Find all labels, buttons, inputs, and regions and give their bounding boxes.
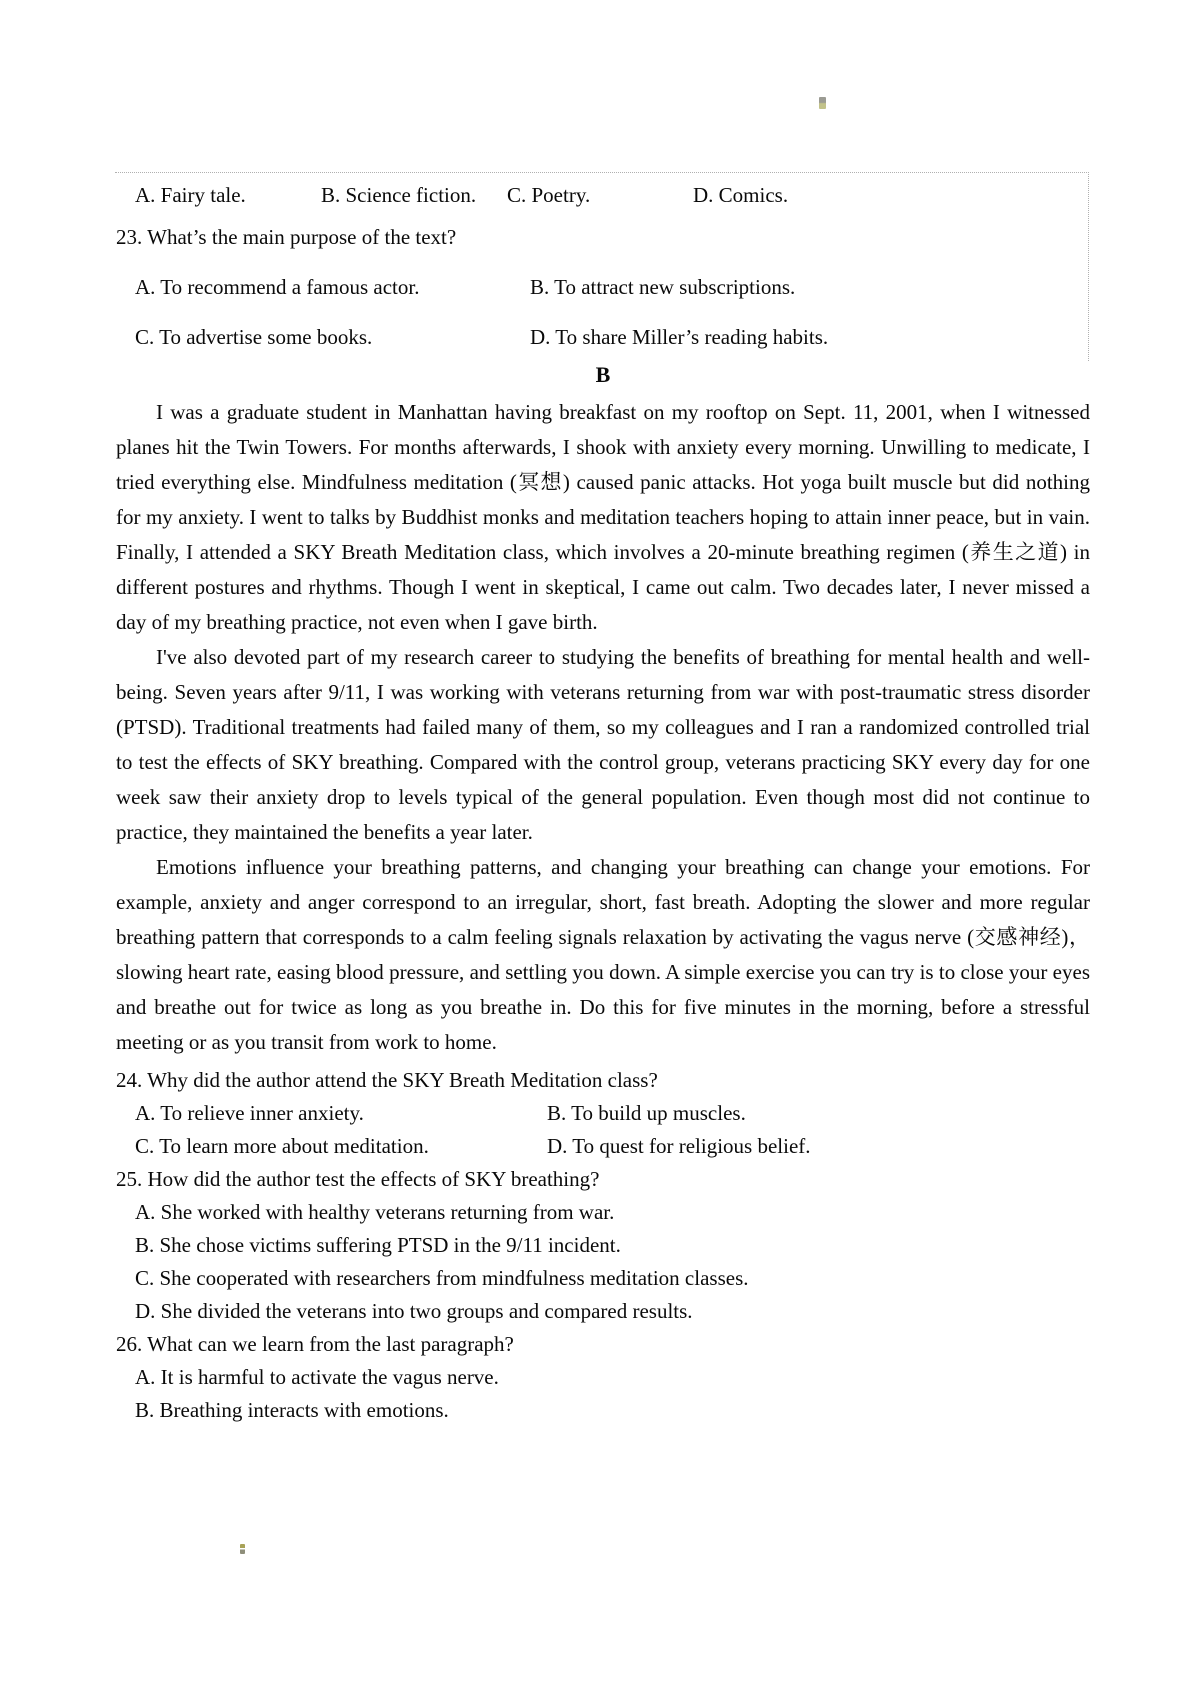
question-24-options-cd [116, 1130, 1090, 1163]
option-d: D. To share Miller’s reading habits. [530, 325, 829, 349]
question-23-stem: 23. What’s the main purpose of the text? [116, 225, 457, 249]
question-24-stem: 24. Why did the author attend the SKY Breath Meditation class? [116, 1068, 658, 1092]
option-a: A. To recommend a famous actor. [135, 275, 420, 299]
question-25-stem: 25. How did the author test the effects of SKY breathing? [116, 1167, 600, 1191]
option-b: B. To attract new subscriptions. [530, 275, 796, 299]
question-26-stem: 26. What can we learn from the last paragraph? [116, 1332, 514, 1356]
option-b: B. Breathing interacts with emotions. [135, 1398, 449, 1422]
questions-block [116, 1064, 1090, 1427]
passage-and-questions [116, 395, 1090, 1427]
passage-b-heading: B [595, 362, 611, 387]
option-c: C. To advertise some books. [135, 325, 373, 349]
passage-paragraph-1: I was a graduate student in Manhattan having breakfast on my rooftop on Sept. 11, 2001, when I witnessed planes hit the Twin Towers. For months afterwards, I shook with anxiety every morning. Unwilling to medicate, I tried everything else. Mindfulness meditation (冥想) caused panic attacks. Hot yoga built muscle but did nothing for my anxiety. I went to talks by Buddhist monks and meditation teachers hoping to attain inner peace, but in vain. Finally, I attended a SKY Breath Meditation class, which involves a 20-minute breathing regimen (养生之道) in different postures and rhythms. Though I went in skeptical, I came out calm. Two decades later, I never missed a day of my breathing practice, not even when I gave birth. [116, 400, 1090, 634]
option-b: B. Science fiction. [321, 183, 477, 207]
option-c: C. She cooperated with researchers from mindfulness meditation classes. [135, 1266, 749, 1290]
option-c: C. Poetry. [507, 183, 591, 207]
option-b: B. To build up muscles. [547, 1101, 746, 1125]
scan-speck-bottom [240, 1544, 245, 1554]
question-24-options-ab [116, 1097, 1090, 1130]
option-d: D. To quest for religious belief. [547, 1134, 811, 1158]
option-d: D. Comics. [693, 183, 789, 207]
option-a: A. Fairy tale. [135, 183, 246, 207]
question-23-options-cd [116, 322, 1109, 352]
option-c: C. To learn more about meditation. [135, 1134, 429, 1158]
option-d: D. She divided the veterans into two groups and compared results. [135, 1299, 693, 1323]
question-22-options-row [116, 180, 1109, 210]
option-a: A. To relieve inner anxiety. [135, 1101, 364, 1125]
option-a: A. It is harmful to activate the vagus nerve. [135, 1365, 499, 1389]
option-a: A. She worked with healthy veterans returning from war. [135, 1200, 615, 1224]
passage-paragraph-2: I've also devoted part of my research career to studying the benefits of breathing for mental health and well-being. Seven years after 9/11, I was working with veterans returning from war with post-traumatic stress disorder (PTSD). Traditional treatments had failed many of them, so my colleagues and I ran a randomized controlled trial to test the effects of SKY breathing. Compared with the control group, veterans practicing SKY every day for one week saw their anxiety drop to levels typical of the general population. Even though most did not continue to practice, they maintained the benefits a year later. [116, 645, 1090, 844]
option-b: B. She chose victims suffering PTSD in the 9/11 incident. [135, 1233, 621, 1257]
scan-speck-top [819, 97, 826, 109]
passage-paragraph-3: Emotions influence your breathing patterns, and changing your breathing can change your emotions. For example, anxiety and anger correspond to an irregular, short, fast breath. Adopting the slower and more regular breathing pattern that corresponds to a calm feeling signals relaxation by activating the vagus nerve (交感神经)，slowing heart rate, easing blood pressure, and settling you down. A simple exercise you can try is to close your eyes and breathe out for twice as long as you breathe in. Do this for five minutes in the morning, before a stressful meeting or as you transit from work to home. [116, 855, 1090, 1054]
passage-b [116, 395, 1090, 1060]
question-23-options-ab [116, 272, 1109, 302]
